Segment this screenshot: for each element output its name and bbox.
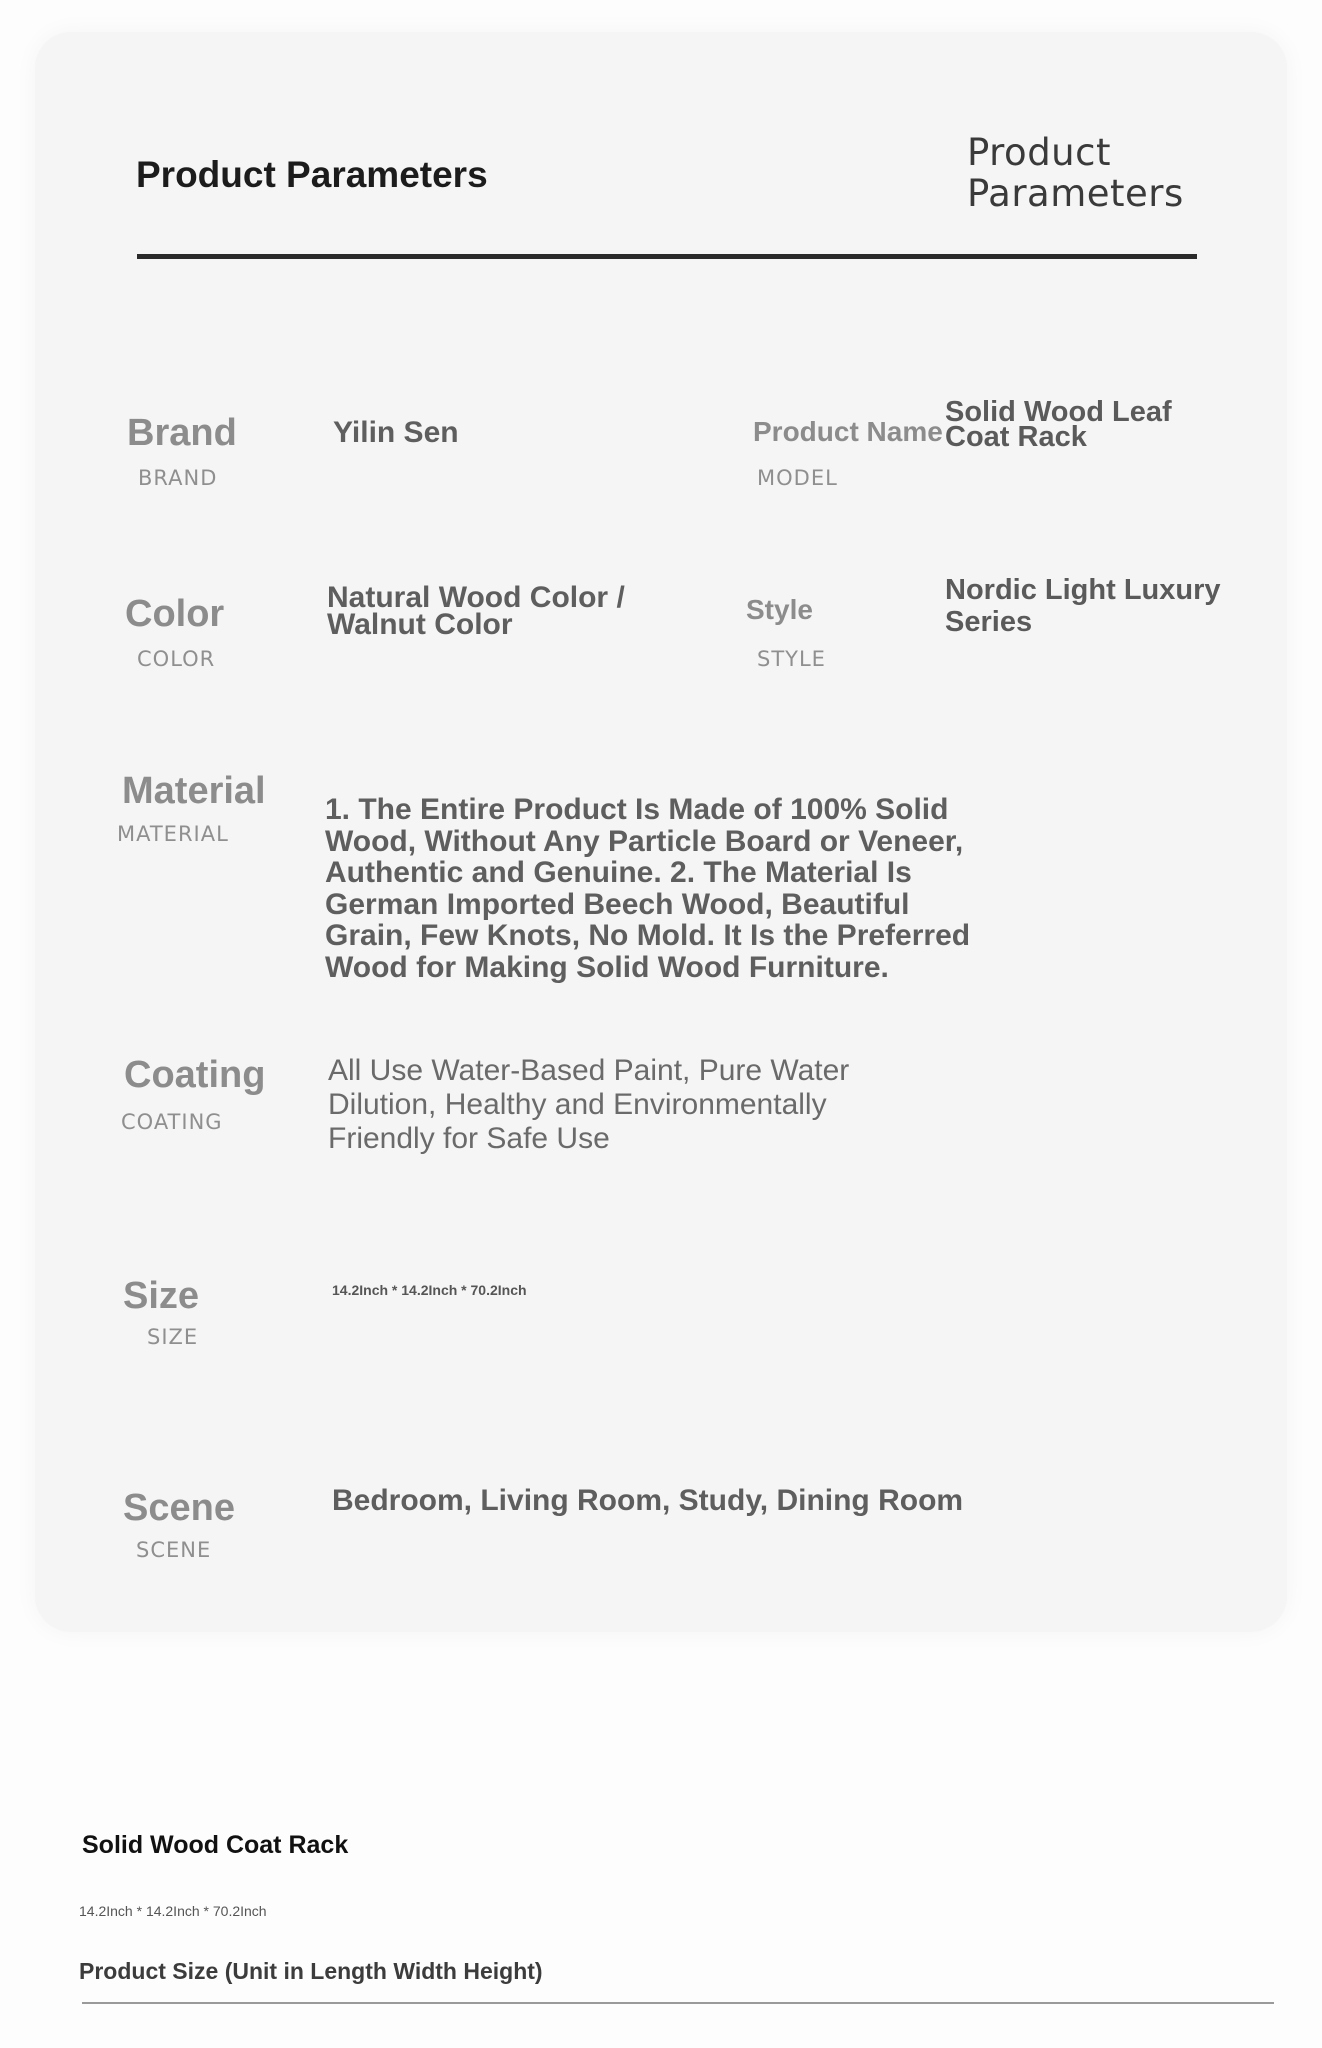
color-label: Color	[125, 593, 225, 635]
style-sublabel: STYLE	[757, 647, 826, 671]
color-sublabel: COLOR	[137, 647, 216, 671]
header-divider	[137, 254, 1197, 259]
product-size-caption: Product Size (Unit in Length Width Height)	[79, 1958, 543, 1984]
scene-value: Bedroom, Living Room, Study, Dining Room	[332, 1484, 964, 1517]
material-value: 1. The Entire Product Is Made of 100% Solid Wood, Without Any Particle Board or Veneer, Authentic and Genuine. 2. The Material Is German Imported Beech Wood, Beautiful Grain, Few Knots, No Mold. It Is the Preferred Wood for Making Solid Wood Furniture.	[325, 793, 971, 984]
parameters-title-en: Product Parameters	[967, 131, 1184, 215]
coat-rack-title: Solid Wood Coat Rack	[82, 1831, 349, 1859]
scene-label: Scene	[123, 1487, 235, 1529]
brand-label: Brand	[127, 412, 237, 454]
material-sublabel: MATERIAL	[117, 822, 229, 846]
material-label: Material	[122, 770, 266, 812]
style-label: Style	[746, 594, 813, 625]
coat-rack-size: 14.2Inch * 14.2Inch * 70.2Inch	[79, 1903, 267, 1919]
brand-sublabel: BRAND	[138, 466, 218, 490]
bottom-divider	[82, 2002, 1274, 2004]
size-label: Size	[123, 1275, 200, 1317]
size-value: 14.2Inch * 14.2Inch * 70.2Inch	[332, 1282, 527, 1298]
coating-value: All Use Water-Based Paint, Pure Water Dilution, Healthy and Environmentally Friendly for Safe Use	[328, 1054, 850, 1155]
style-value: Nordic Light Luxury Series	[945, 574, 1221, 638]
coating-sublabel: COATING	[121, 1110, 223, 1134]
size-sublabel: SIZE	[147, 1325, 199, 1349]
coating-label: Coating	[124, 1054, 266, 1096]
scene-sublabel: SCENE	[136, 1538, 212, 1562]
product-name-value: Solid Wood Leaf Coat Rack	[945, 396, 1172, 453]
product-name-label: Product Name	[753, 416, 943, 447]
color-value: Natural Wood Color / Walnut Color	[327, 581, 625, 641]
brand-value: Yilin Sen	[333, 416, 459, 449]
parameters-title: Product Parameters	[136, 154, 488, 195]
product-name-sublabel: MODEL	[757, 466, 838, 490]
